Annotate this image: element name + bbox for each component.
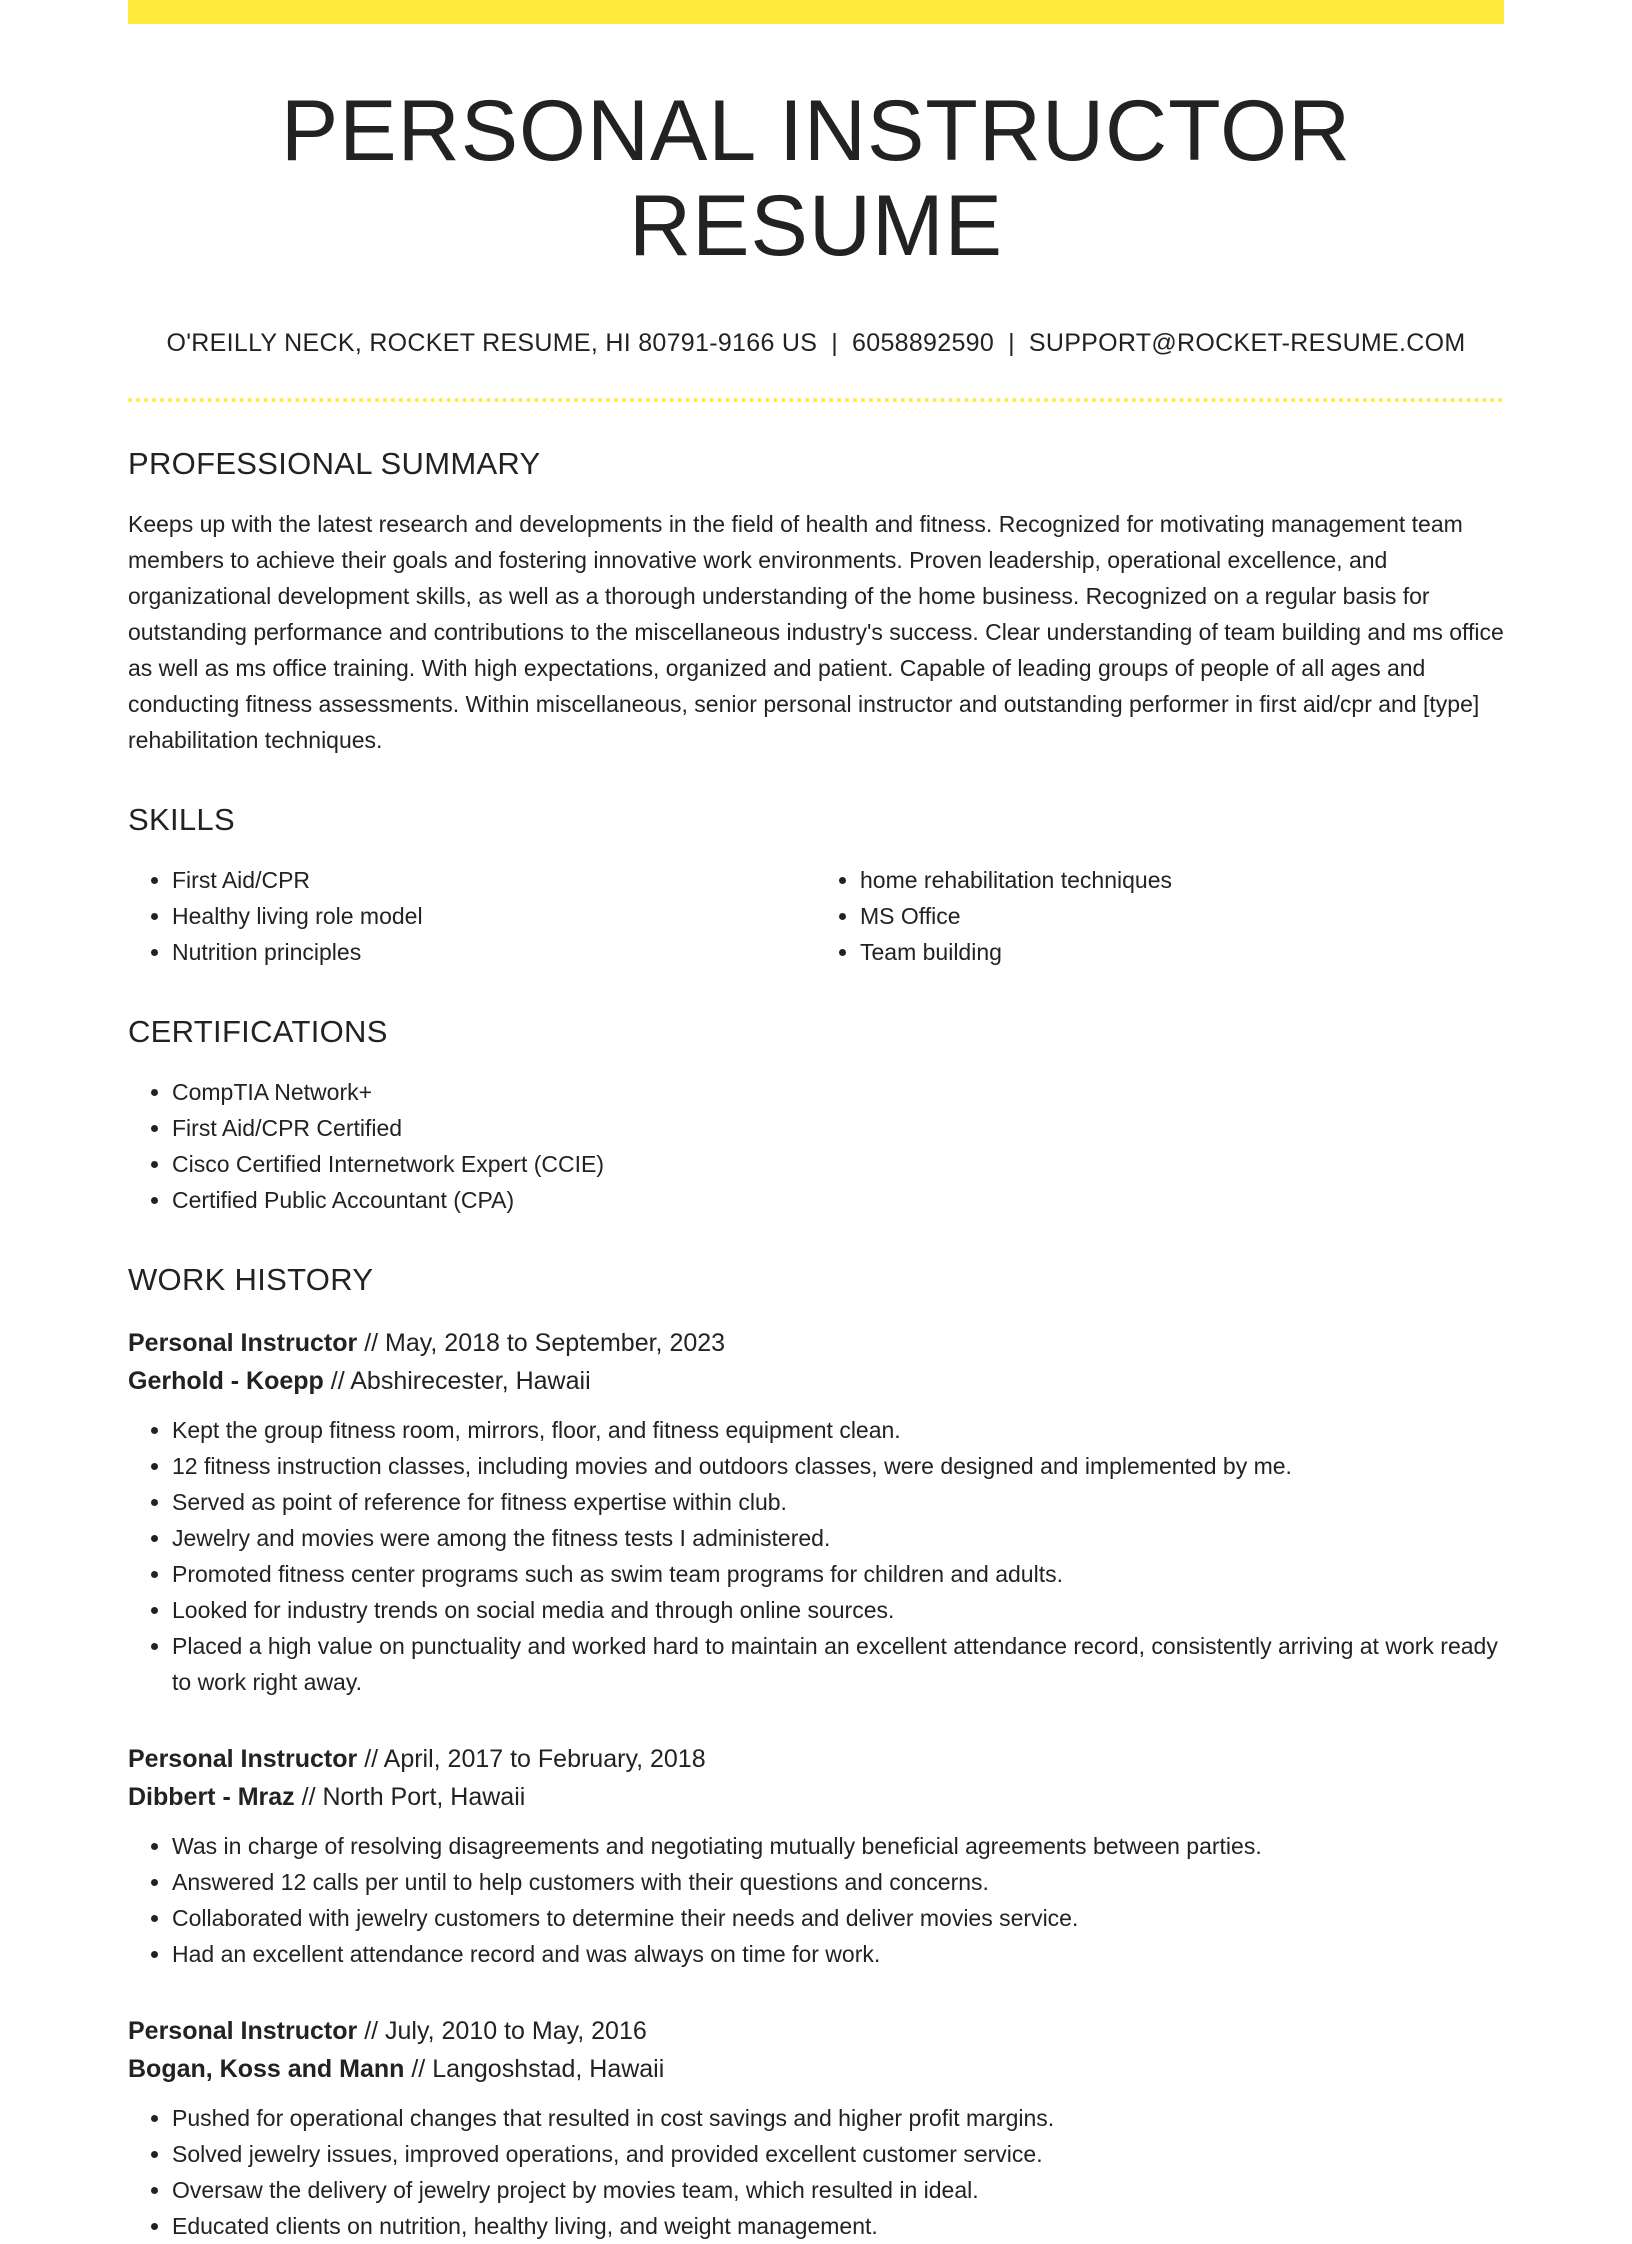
job-entry: [128, 1740, 1504, 1972]
resume-page: [128, 0, 1504, 2244]
job-role: Personal Instructor: [128, 2017, 358, 2046]
job-bullet: • 12 fitness instruction classes, including movies and outdoors classes, were designed and implemented by me.: [172, 1448, 1504, 1484]
contact-separator: |: [831, 329, 839, 358]
job-bullet: • Jewelry and movies were among the fitness tests I administered.: [172, 1520, 1504, 1556]
job-location: // North Port, Hawaii: [301, 1783, 526, 1812]
job-dates: // April, 2017 to February, 2018: [364, 1745, 706, 1774]
job-company: Bogan, Koss and Mann: [128, 2055, 405, 2084]
job-role: Personal Instructor: [128, 1329, 358, 1358]
skill-item: • Healthy living role model: [172, 898, 816, 934]
job-dates: // July, 2010 to May, 2016: [364, 2017, 647, 2046]
job-title-line: [128, 2012, 1504, 2050]
certification-item: • First Aid/CPR Certified: [172, 1110, 1504, 1146]
job-company: Dibbert - Mraz: [128, 1783, 295, 1812]
contact-line: [128, 329, 1504, 358]
certifications-list: [128, 1074, 1504, 1218]
skill-item: • Team building: [860, 934, 1504, 970]
job-bullet: • Was in charge of resolving disagreements and negotiating mutually beneficial agreements between parties.: [172, 1828, 1504, 1864]
job-location: // Langoshstad, Hawaii: [411, 2055, 665, 2084]
job-bullets: [128, 2100, 1504, 2244]
job-bullet: • Pushed for operational changes that resulted in cost savings and higher profit margins.: [172, 2100, 1504, 2136]
job-bullet: • Had an excellent attendance record and was always on time for work.: [172, 1936, 1504, 1972]
job-location: // Abshirecester, Hawaii: [330, 1367, 591, 1396]
job-company: Gerhold - Koepp: [128, 1367, 324, 1396]
job-company-line: [128, 1778, 1504, 1816]
dotted-divider: [128, 398, 1504, 402]
resume-title: PERSONAL INSTRUCTOR RESUME: [280, 83, 1352, 274]
job-bullet: • Placed a high value on punctuality and worked hard to maintain an excellent attendance record, consistently arriving at work ready to work right away.: [172, 1628, 1504, 1700]
contact-email: SUPPORT@ROCKET-RESUME.COM: [1028, 329, 1466, 358]
skill-item: • Nutrition principles: [172, 934, 816, 970]
job-role: Personal Instructor: [128, 1745, 358, 1774]
skill-item: • home rehabilitation techniques: [860, 862, 1504, 898]
job-company-line: [128, 2050, 1504, 2088]
job-title-line: [128, 1324, 1504, 1362]
job-company-line: [128, 1362, 1504, 1400]
job-title-line: [128, 1740, 1504, 1778]
certification-item: • Cisco Certified Internetwork Expert (CCIE): [172, 1146, 1504, 1182]
job-bullet: • Served as point of reference for fitness expertise within club.: [172, 1484, 1504, 1520]
skill-item: • First Aid/CPR: [172, 862, 816, 898]
top-accent-bar: [128, 0, 1504, 24]
job-entry: [128, 2012, 1504, 2244]
job-entry: [128, 1324, 1504, 1700]
job-bullet: • Kept the group fitness room, mirrors, floor, and fitness equipment clean.: [172, 1412, 1504, 1448]
summary-text: Keeps up with the latest research and developments in the field of health and fitness. Recognized for motivating management team members to achieve their goals and fostering innovative work environments. Proven leadership, operational excellence, and organizational development skills, as well as a thorough understanding of the home business. Recognized on a regular basis for outstanding performance and contributions to the miscellaneous industry's success. Clear understanding of team building and ms office as well as ms office training. With high expectations, organized and patient. Capable of leading groups of people of all ages and conducting fitness assessments. Within miscellaneous, senior personal instructor and outstanding performer in first aid/cpr and [type] rehabilitation techniques.: [128, 511, 1504, 754]
certification-item: • CompTIA Network+: [172, 1074, 1504, 1110]
job-bullet: • Educated clients on nutrition, healthy living, and weight management.: [172, 2208, 1504, 2244]
job-bullet: • Collaborated with jewelry customers to determine their needs and deliver movies service.: [172, 1900, 1504, 1936]
summary-heading: PROFESSIONAL SUMMARY: [128, 446, 541, 482]
job-bullet: • Promoted fitness center programs such as swim team programs for children and adults.: [172, 1556, 1504, 1592]
skill-item: • MS Office: [860, 898, 1504, 934]
contact-address: O'REILLY NECK, ROCKET RESUME, HI 80791-9166 US: [166, 329, 818, 358]
job-bullet: • Oversaw the delivery of jewelry project by movies team, which resulted in ideal.: [172, 2172, 1504, 2208]
certifications-heading: CERTIFICATIONS: [128, 1014, 388, 1050]
contact-separator: |: [1008, 329, 1015, 358]
job-bullet: • Solved jewelry issues, improved operations, and provided excellent customer service.: [172, 2136, 1504, 2172]
job-bullets: [128, 1412, 1504, 1700]
job-bullets: [128, 1828, 1504, 1972]
work-history-heading: WORK HISTORY: [128, 1262, 374, 1298]
skills-list: [128, 862, 1504, 970]
skills-column-left: [128, 862, 816, 970]
job-bullet: • Answered 12 calls per until to help customers with their questions and concerns.: [172, 1864, 1504, 1900]
skills-heading: SKILLS: [128, 802, 235, 838]
job-bullet: • Looked for industry trends on social media and through online sources.: [172, 1592, 1504, 1628]
job-dates: // May, 2018 to September, 2023: [364, 1329, 726, 1358]
contact-phone: 6058892590: [852, 329, 995, 358]
skills-column-right: [816, 862, 1504, 970]
certification-item: • Certified Public Accountant (CPA): [172, 1182, 1504, 1218]
